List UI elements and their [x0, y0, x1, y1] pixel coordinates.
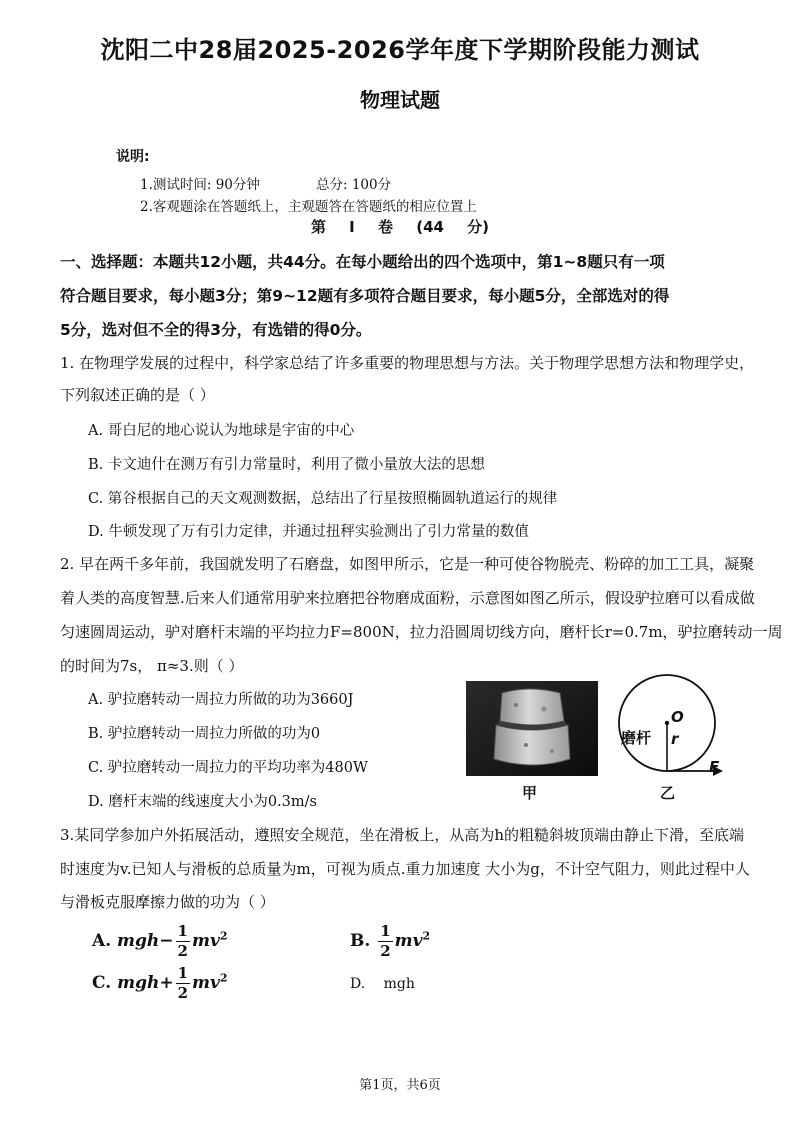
fraction	[176, 966, 190, 1001]
fig-caption-jia: 甲	[522, 784, 538, 802]
fig-label-o: O	[671, 708, 684, 726]
q3-option-b-label: B.	[350, 931, 371, 951]
q1-option-a: A. 哥白尼的地心说认为地球是宇宙的中心	[88, 423, 355, 439]
q3-stem-line1: 3.某同学参加户外拓展活动，遵照安全规范，坐在滑板上，从高为h的粗糙斜坡顶端由静止下滑，至底端	[60, 826, 744, 844]
square: 2	[219, 929, 228, 943]
q3-option-c	[92, 966, 228, 1001]
q3-option-b	[350, 924, 430, 959]
q1-option-c: C. 第谷根据自己的天文观测数据，总结出了行星按照椭圆轨道运行的规律	[88, 491, 558, 507]
square: 2	[219, 971, 228, 985]
fig-label-rod: 磨杆	[621, 729, 652, 747]
instruction-time: 1.测试时间: 90分钟	[140, 177, 260, 193]
q2-stem-line4: 的时间为7s， π≈3.则（ ）	[60, 657, 244, 675]
fig-label-r: r	[671, 730, 679, 748]
q3-option-a-term: mgh−	[117, 931, 174, 951]
square: 2	[422, 929, 431, 943]
q3-option-a-label: A.	[92, 931, 112, 951]
fraction-den: 2	[177, 942, 188, 960]
fraction-den: 2	[380, 942, 391, 960]
mv-term: mv	[191, 931, 220, 951]
q2-option-d: D. 磨杆末端的线速度大小为0.3m/s	[88, 794, 317, 810]
fig-caption-yi: 乙	[660, 784, 676, 802]
fraction-num: 1	[177, 964, 188, 982]
q3-option-d	[350, 976, 415, 992]
instruction-score: 总分: 100分	[316, 177, 392, 193]
mv-term: mv	[192, 973, 220, 993]
q3-option-d-label: D.	[350, 976, 366, 992]
volume-heading	[0, 216, 800, 237]
fraction-num: 1	[177, 922, 188, 940]
mv-term: mv	[394, 931, 423, 951]
fraction	[378, 924, 392, 959]
q3-option-c-label: C.	[92, 973, 112, 993]
q1-option-b: B. 卡文迪什在测万有引力常量时，利用了微小量放大法的思想	[88, 457, 485, 473]
millstone-photo	[466, 681, 598, 776]
q3-option-c-term: mgh+	[117, 973, 174, 993]
page-number: 第1页，共6页	[359, 1078, 441, 1093]
q1-stem-line1: 1. 在物理学发展的过程中，科学家总结了许多重要的物理思想与方法。关于物理学思想方法和物理学史，	[60, 354, 755, 372]
q2-option-c: C. 驴拉磨转动一周拉力的平均功率为480W	[88, 760, 368, 776]
q3-option-d-term: mgh	[383, 976, 415, 992]
q2-option-b: B. 驴拉磨转动一周拉力所做的功为0	[88, 726, 321, 742]
volume-score: (44 分)	[416, 218, 490, 236]
q2-option-a: A. 驴拉磨转动一周拉力所做的功为3660J	[88, 692, 354, 708]
q1-stem-line2: 下列叙述正确的是（ ）	[60, 386, 215, 404]
section-instruction-line2: 符合题目要求，每小题3分；第9~12题有多项符合题目要求，每小题5分，全部选对的得	[60, 287, 670, 305]
q3-option-a	[92, 924, 227, 959]
instruction-answers: 2.客观题涂在答题纸上，主观题答在答题纸的相应位置上	[140, 199, 477, 215]
volume-name: 第 I 卷	[310, 218, 393, 236]
fraction-den: 2	[177, 984, 188, 1002]
exam-subject: 物理试题	[360, 88, 440, 112]
exam-title: 沈阳二中28届2025-2026学年度下学期阶段能力测试	[100, 36, 700, 64]
q3-stem-line3: 与滑板克服摩擦力做的功为（ ）	[60, 893, 275, 911]
fraction-num: 1	[380, 922, 391, 940]
instructions-heading: 说明:	[116, 149, 150, 165]
q3-stem-line2: 时速度为v.已知人与滑板的总质量为m，可视为质点.重力加速度 大小为g，不计空气阻力，则此过程中人	[60, 860, 750, 878]
fraction	[176, 924, 190, 959]
q2-stem-line2: 着人类的高度智慧.后来人们通常用驴来拉磨把谷物磨成面粉，示意图如图乙所示，假设驴拉磨可以看成做	[60, 589, 755, 607]
q1-option-d: D. 牛顿发现了万有引力定律，并通过扭秤实验测出了引力常量的数值	[88, 524, 529, 540]
q2-stem-line3: 匀速圆周运动，驴对磨杆末端的平均拉力F=800N，拉力沿圆周切线方向，磨杆长r=0.7m，驴拉磨转动一周	[60, 623, 783, 641]
section-instruction-line3: 5分，选对但不全的得3分，有选错的得0分。	[60, 321, 372, 339]
fig-label-f: F	[709, 758, 720, 776]
q2-stem-line1: 2. 早在两千多年前，我国就发明了石磨盘，如图甲所示，它是一种可使谷物脱壳、粉碎的加工工具，凝聚	[60, 555, 755, 573]
section-instruction-line1: 一、选择题：本题共12小题，共44分。在每小题给出的四个选项中，第1~8题只有一项	[60, 253, 665, 271]
